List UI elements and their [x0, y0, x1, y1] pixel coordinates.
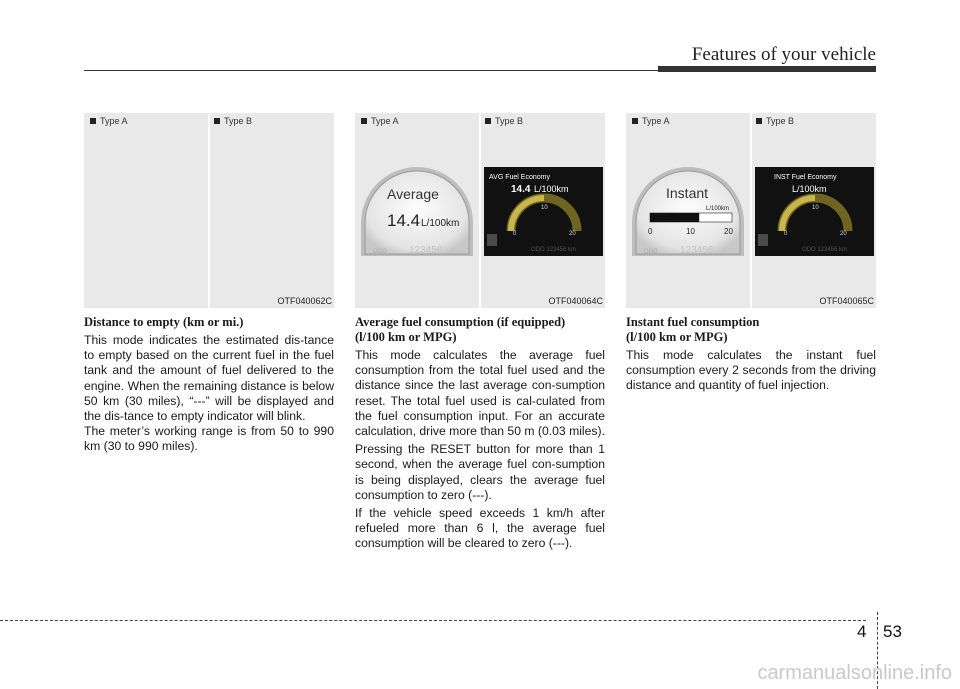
paragraph: This mode indicates the estimated dis-tance to empty based on the current fuel in the fuel tank and the amount of fuel delivered to the engine. When the remaining distance is below 50 km (30 miles), “---” will be displayed and the dis-tance to empty indicator will blink.: [84, 333, 334, 424]
lcd-title: AVG Fuel Economy: [489, 174, 550, 181]
odo-label: ODO: [644, 249, 658, 255]
instant-gauge-type-b: [752, 113, 876, 308]
footer-rule: [0, 620, 866, 621]
odo-unit: km: [722, 249, 730, 255]
odo-value: 123456: [680, 245, 714, 256]
figure-code: OTF040064C: [548, 296, 603, 306]
lcd-unit: L/100km: [792, 184, 827, 194]
section-heading: Distance to empty (km or mi.): [84, 315, 244, 329]
tick-label-0: 0: [784, 231, 788, 237]
fuel-pump-icon: [758, 234, 768, 246]
tick-label-20: 20: [840, 231, 847, 237]
paragraph: If the vehicle speed exceeds 1 km/h after refueled more than 6 l, the average fuel consumption will be cleared to zero (---).: [355, 506, 605, 551]
figure-type-b: [210, 113, 334, 308]
bullet-square-icon: [90, 118, 96, 124]
bullet-square-icon: [214, 118, 220, 124]
type-a-label: Type A: [361, 116, 399, 126]
figure-type-a: [626, 113, 750, 308]
paragraph: This mode calculates the average fuel consumption from the total fuel used and the distance since the last average con-sumption reset. The total fuel used is cal-culated from the fuel consumption input. For an accurate calculation, drive more than 50 m (0.03 miles).: [355, 348, 605, 439]
figure-type-b: [752, 113, 876, 308]
section-distance-to-empty: [84, 315, 334, 455]
type-b-label: Type B: [485, 116, 523, 126]
odo-label: ODO: [373, 249, 387, 255]
gauge-unit: L/100km: [421, 218, 460, 229]
header-rule: [84, 70, 660, 71]
section-subheading: (l/100 km or MPG): [355, 330, 457, 344]
figure-code: OTF040065C: [819, 296, 874, 306]
tick-label-0: 0: [513, 231, 517, 237]
figure-type-a: [355, 113, 479, 308]
type-b-label: Type B: [756, 116, 794, 126]
odo-unit: km: [451, 249, 459, 255]
gauge-title: Average: [387, 186, 439, 202]
instant-bar-fill: [650, 213, 699, 222]
type-a-label: Type A: [90, 116, 128, 126]
lcd-value: 14.4: [511, 184, 531, 195]
section-instant-fuel: [626, 315, 876, 394]
figure-instant-fuel: [626, 113, 876, 308]
chapter-number: 4: [857, 622, 867, 641]
average-gauge-type-a: [355, 113, 479, 308]
header-rule-bold: [658, 66, 876, 72]
fuel-pump-icon: [487, 234, 497, 246]
paragraph: The meter’s working range is from 50 to 990 km (30 to 990 miles).: [84, 424, 334, 454]
lcd-odo: ODO 123456 km: [802, 247, 848, 253]
type-a-label: Type A: [632, 116, 670, 126]
watermark: carmanualsonline.info: [757, 662, 952, 684]
average-gauge-type-b: [481, 113, 605, 308]
page-header-title: Features of your vehicle: [691, 44, 876, 65]
gauge-value: 14.4: [387, 211, 421, 230]
figure-type-b: [481, 113, 605, 308]
paragraph: This mode calculates the instant fuel consumption every 2 seconds from the driving distance and quantity of fuel injection.: [626, 348, 876, 393]
section-heading: Average fuel consumption (if equipped): [355, 315, 566, 329]
figure-code: OTF040062C: [277, 296, 332, 306]
gauge-title: Instant: [666, 185, 709, 201]
figure-type-a: [84, 113, 208, 308]
lcd-title: INST Fuel Economy: [774, 174, 837, 181]
section-heading: Instant fuel consumption: [626, 315, 760, 329]
tick-label-10: 10: [541, 205, 548, 211]
type-b-label: Type B: [214, 116, 252, 126]
tick-label-20: 20: [724, 227, 733, 236]
tick-label-10: 10: [812, 205, 819, 211]
tick-label-20: 20: [569, 231, 576, 237]
gauge-unit: L/100km: [706, 206, 730, 212]
lcd-odo: ODO 123456 km: [531, 247, 577, 253]
tick-label-0: 0: [648, 227, 653, 236]
page-number: 53: [883, 622, 902, 641]
tick-label-10: 10: [686, 227, 695, 236]
lcd-unit: L/100km: [534, 184, 569, 194]
section-subheading: (l/100 km or MPG): [626, 330, 728, 344]
figure-distance-to-empty: [84, 113, 334, 308]
instant-gauge-type-a: [626, 113, 750, 308]
figure-average-fuel: [355, 113, 605, 308]
odo-value: 123456: [409, 245, 443, 256]
paragraph: Pressing the RESET button for more than 1 second, when the average fuel con-sumption is being displayed, clears the average fuel consumption to zero (---).: [355, 442, 605, 502]
section-average-fuel: [355, 315, 605, 552]
